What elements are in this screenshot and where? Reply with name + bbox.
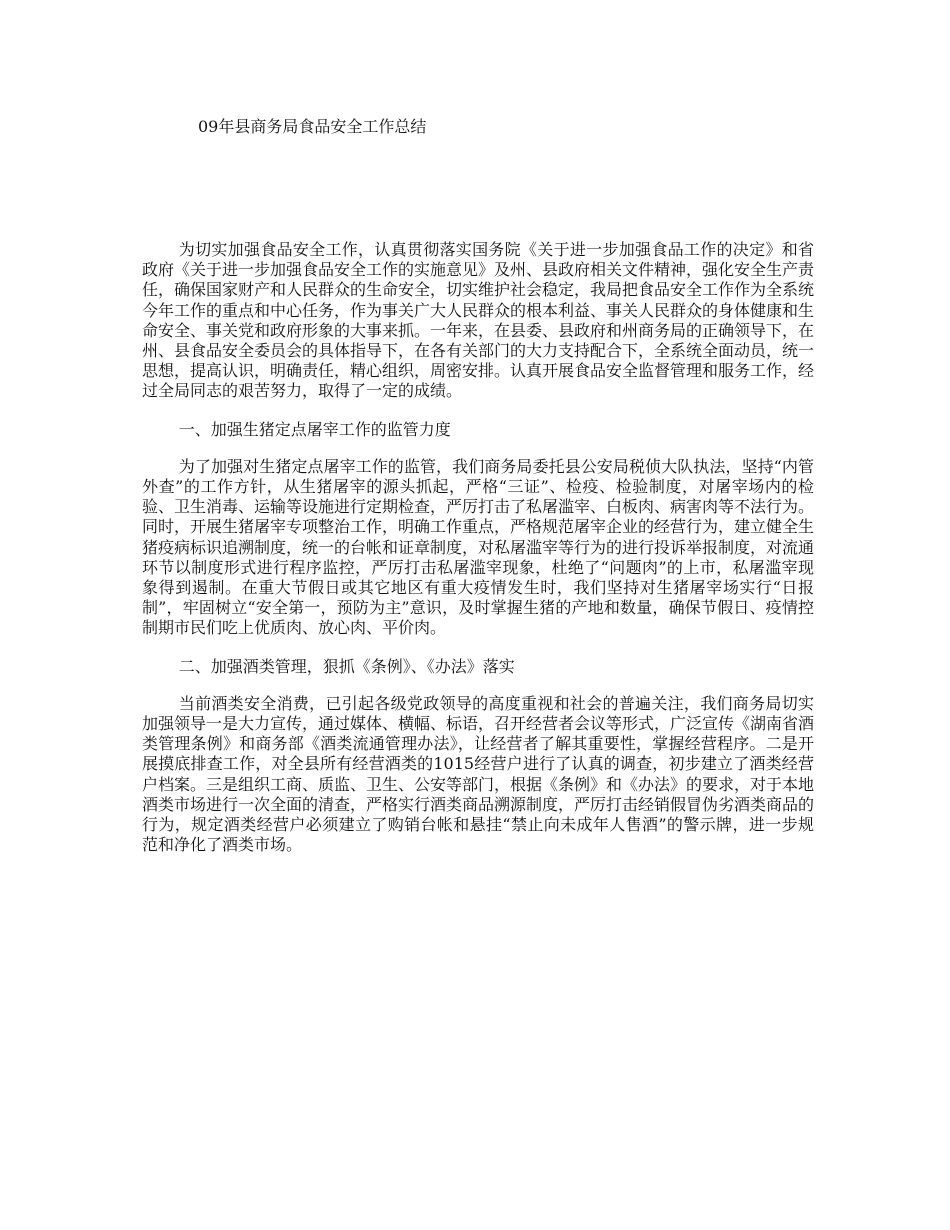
spacer xyxy=(142,402,814,420)
section-body-alcohol: 当前酒类安全消费，已引起各级党政领导的高度重视和社会的普遍关注，我们商务局切实加强领导一是大力宣传，通过媒体、横幅、标语，召开经营者会议等形式，广泛宣传《湖南省酒类管理条例》和商务部《酒类流通管理办法》，让经营者了解其重要性，掌握经营程序。二是开展摸底排查工作，对全县所有经营酒类的1015经营户进行了认真的调查，初步建立了酒类经营户档案。三是组织工商、质监、卫生、公安等部门，根据《条例》和《办法》的要求，对于本地酒类市场进行一次全面的清查，严格实行酒类商品溯源制度，严厉打击经销假冒伪劣酒类商品的行为，规定酒类经营户必须建立了购销台帐和悬挂“禁止向未成年人售酒”的警示牌，进一步规范和净化了酒类市场。 xyxy=(142,693,815,855)
section-body-pig-slaughter: 为了加强对生猪定点屠宰工作的监管，我们商务局委托县公安局税侦大队执法，坚持“内管外查”的工作方针，从生猪屠宰的源头抓起，严格“三证”、检疫、检验制度，对屠宰场内的检验、卫生消毒、运输等设施进行定期检查，严厉打击了私屠滥宰、白板肉、病害肉等不法行为。同时，开展生猪屠宰专项整治工作，明确工作重点，严格规范屠宰企业的经营行为，建立健全生猪疫病标识追溯制度，统一的台帐和证章制度，对私屠滥宰等行为的进行投诉举报制度，对流通环节以制度形式进行程序监控，严厉打击私屠滥宰现象，杜绝了“问题肉”的上市，私屠滥宰现象得到遏制。在重大节假日或其它地区有重大疫情发生时，我们坚持对生猪屠宰场实行“日报制”，牢固树立“安全第一，预防为主”意识，及时掌握生猪的产地和数量，确保节假日、疫情控制期市民们吃上优质肉、放心肉、平价肉。 xyxy=(142,456,815,638)
intro-paragraph: 为切实加强食品安全工作，认真贯彻落实国务院《关于进一步加强食品工作的决定》和省政府《关于进一步加强食品安全工作的实施意见》及州、县政府相关文件精神，强化安全生产责任，确保国家财产和人民群众的生命安全，切实维护社会稳定，我局把食品安全工作作为全系统今年工作的重点和中心任务，作为事关广大人民群众的根本利益、事关人民群众的身体健康和生命安全、事关党和政府形象的大事来抓。一年来，在县委、县政府和州商务局的正确领导下，在州、县食品安全委员会的具体指导下，在各有关部门的大力支持配合下，全系统全面动员，统一思想，提高认识，明确责任，精心组织，周密安排。认真开展食品安全监督管理和服务工作，经过全局同志的艰苦努力，取得了一定的成绩。 xyxy=(142,240,815,401)
spacer xyxy=(142,639,814,657)
document-title: 09年县商务局食品安全工作总结 xyxy=(198,117,427,136)
document-body xyxy=(142,240,814,855)
section-heading-alcohol: 二、加强酒类管理，狠抓《条例》、《办法》落实 xyxy=(178,656,515,676)
spacer xyxy=(142,440,814,457)
section-heading-pig-slaughter: 一、加强生猪定点屠宰工作的监管力度 xyxy=(178,419,451,439)
spacer xyxy=(142,677,814,694)
